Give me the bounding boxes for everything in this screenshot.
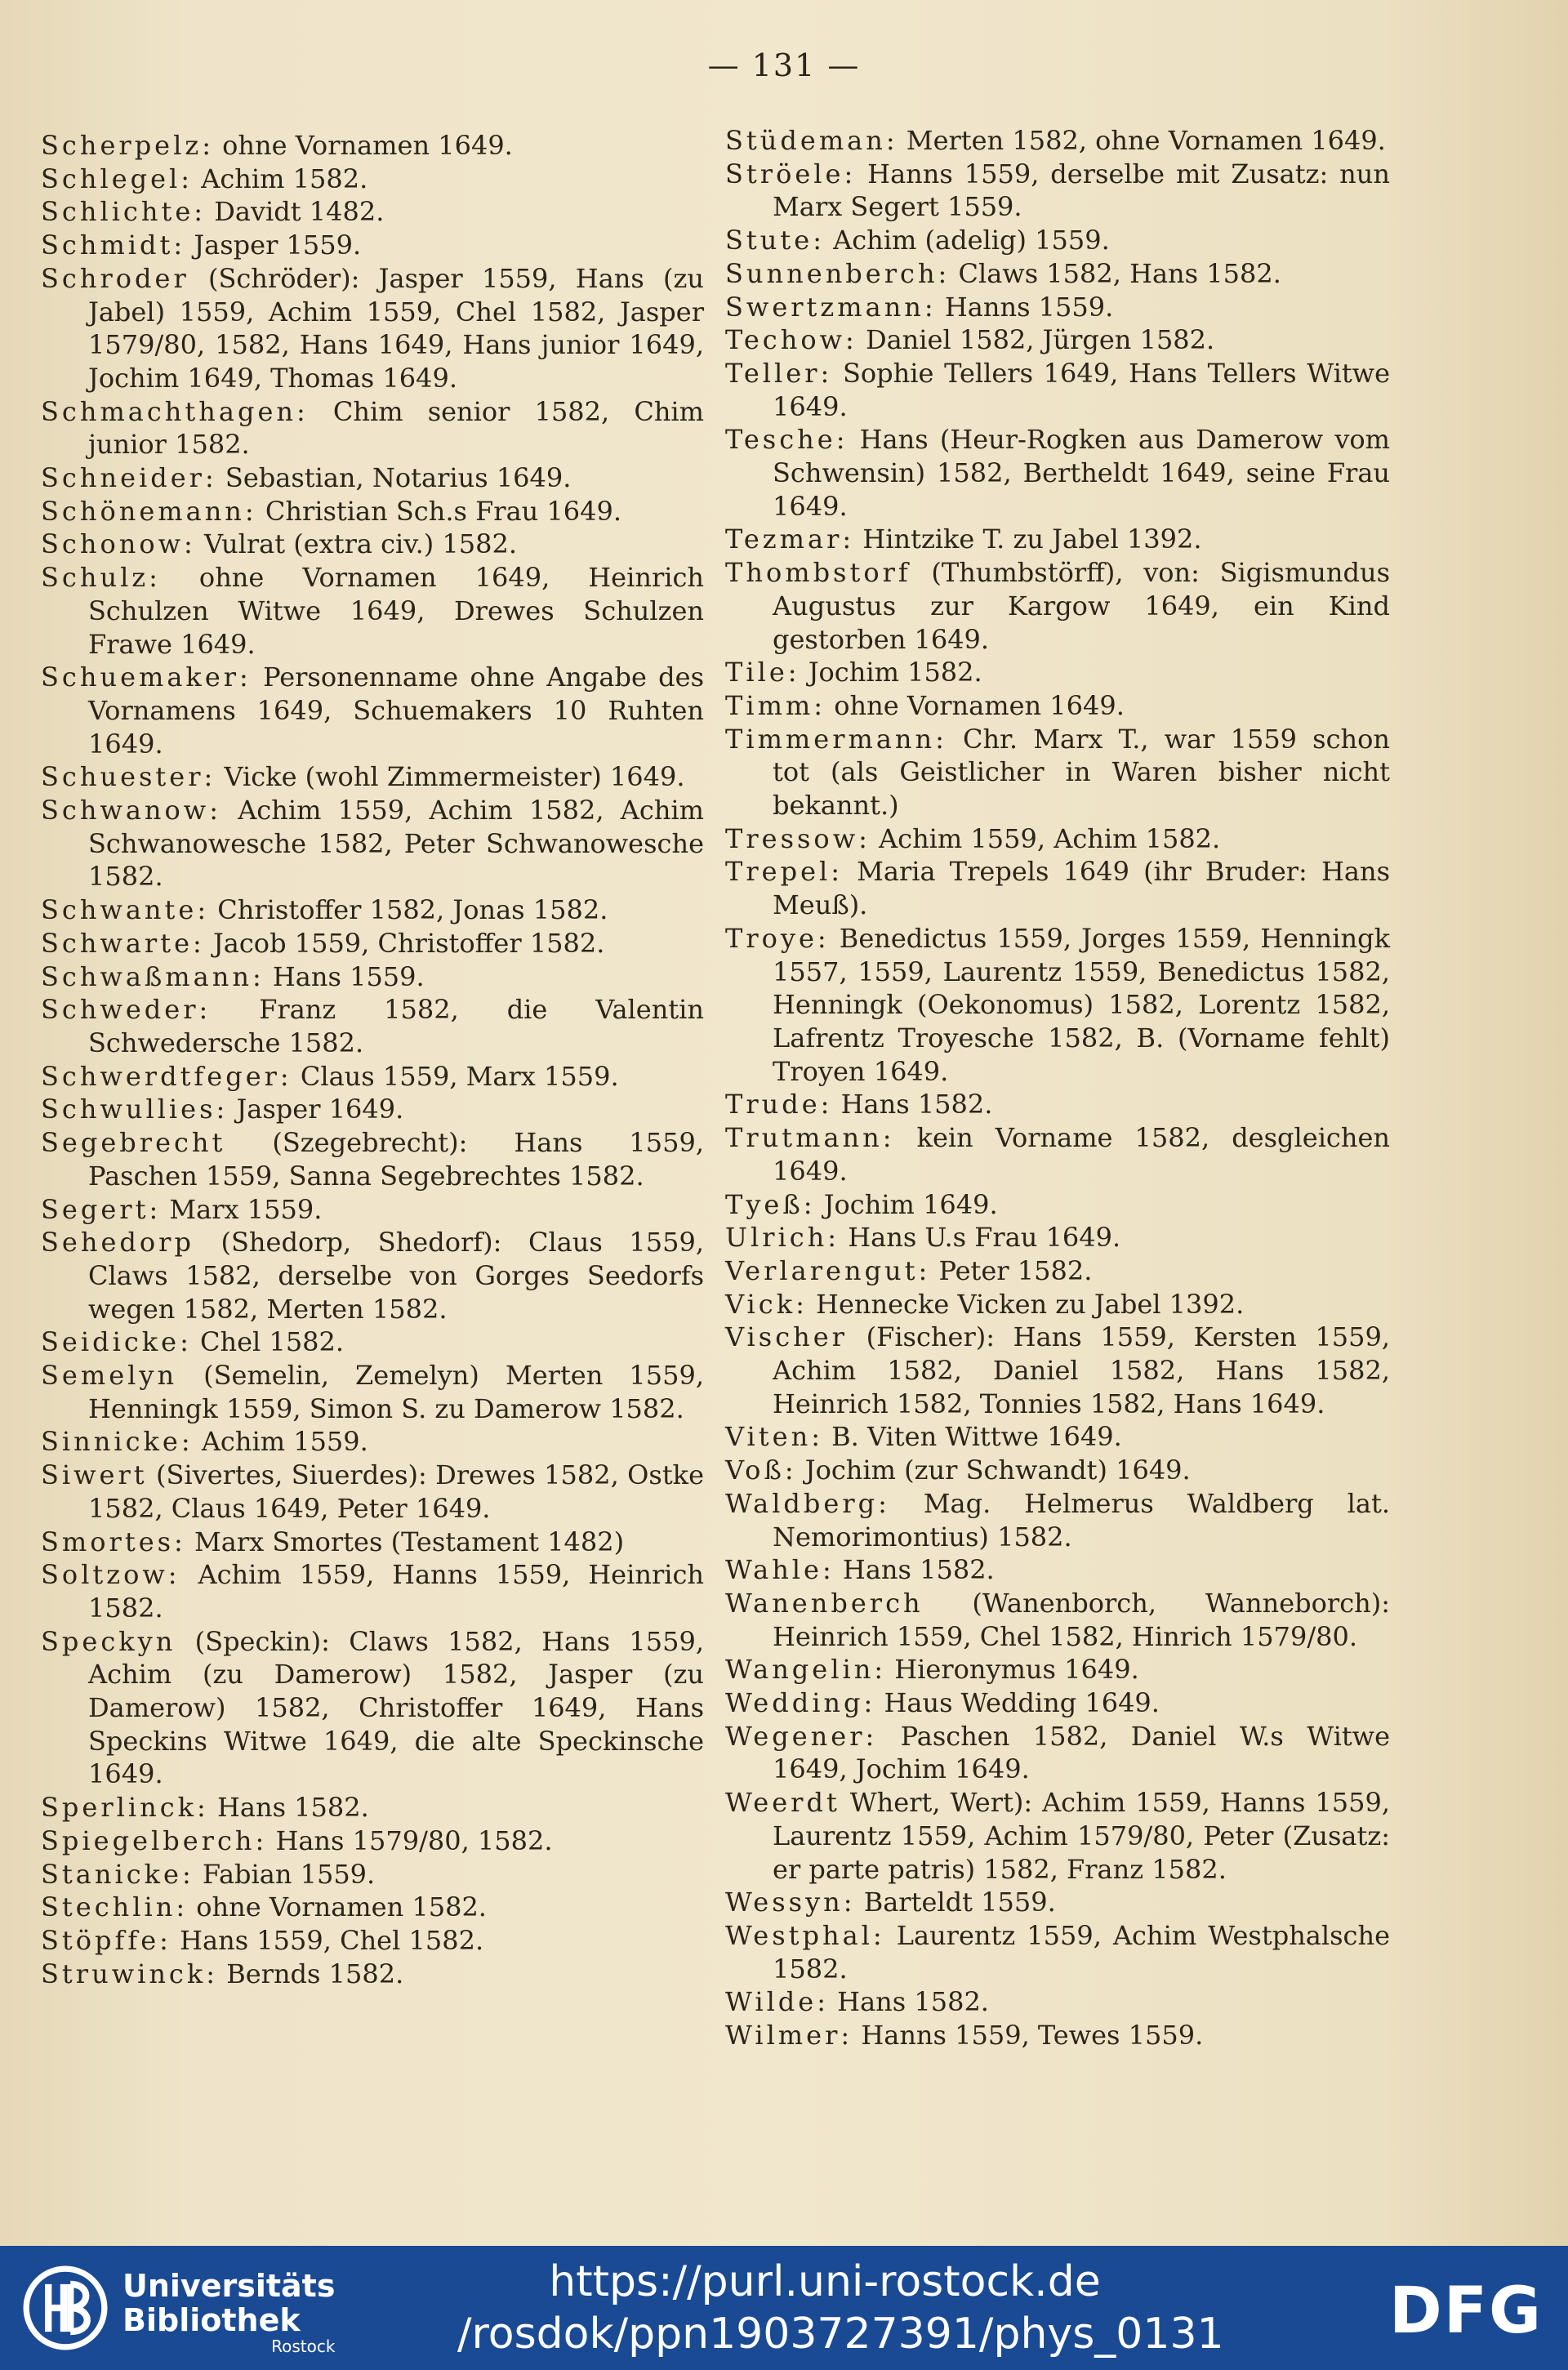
list-item [725,523,1390,556]
entry-text: Haus Wedding 1649. [875,1687,1160,1719]
list-item [725,1985,1390,2019]
entry-text: Jacob 1559, Christoffer 1582. [204,927,605,959]
entry-head: Wessyn: [725,1887,856,1918]
entry-head: Schwerdtfeger: [41,1060,292,1092]
entry-head: Trutmann: [725,1122,895,1154]
list-item [725,1786,1390,1886]
list-item [725,1886,1390,1919]
entry-text: (Thumbstörff), von: Sigismundus Augustus zur Kargow 1649, ein Kind gestorben 1649. [773,557,1390,655]
list-item [41,129,704,163]
entry-text: Hans 1579/80, 1582. [267,1824,553,1856]
entry-head: Vischer [725,1321,848,1353]
dfg-logo-text: DFG [1388,2274,1544,2344]
entry-head: Schulz: [41,562,161,594]
list-item [41,229,704,262]
list-item [725,1288,1390,1321]
entry-head: Ulrich: [725,1222,840,1254]
entry-head: Segebrecht [41,1127,226,1159]
entry-head: Sperlinck: [41,1792,209,1824]
entry-head: Tressow: [725,822,871,854]
entry-head: Trude: [725,1089,833,1120]
entry-head: Wegener: [725,1720,878,1752]
list-item [41,1060,704,1094]
entry-head: Westphal: [725,1919,885,1951]
list-item [725,855,1390,921]
list-item [725,357,1390,423]
entry-text: Hans (Heur-Rogken aus Damerow vom Schwensin) 1582, Bertheldt 1649, seine Frau 1649. [773,424,1390,522]
list-item [41,561,704,661]
entry-head: Weerdt [725,1787,840,1819]
list-item [725,1587,1390,1653]
entry-head: Semelyn [41,1360,178,1392]
entry-text: Jochim 1582. [800,657,982,688]
entry-head: Wedding: [725,1687,876,1719]
entry-text: (Wanenborch, Wanneborch): Heinrich 1559, Chel 1582, Hinrich 1579/80. [773,1587,1390,1652]
list-item [725,1254,1390,1288]
entry-head: Stute: [725,225,825,256]
list-item [725,1121,1390,1187]
entry-text: kein Vorname 1582, desgleichen 1649. [773,1122,1390,1187]
list-item [725,723,1390,822]
entry-head: Timmermann: [725,723,947,755]
entry-text: Hieronymus 1649. [886,1654,1139,1686]
university-library-logo-icon [23,2265,108,2350]
entry-text: Laurentz 1559, Achim Westphalsche 1582. [773,1919,1390,1985]
entry-head: Stüdeman: [725,125,898,156]
entry-text: Hans 1582. [832,1089,993,1120]
entry-head: Schweder: [41,994,212,1026]
entry-head: Verlarengut: [725,1254,931,1286]
list-item [41,528,704,561]
entry-head: Schönemann: [41,495,257,527]
entry-text: Whert, Wert): Achim 1559, Hanns 1559, Laurentz 1559, Achim 1579/80, Peter (Zusatz: er parte patris) 1582, Franz 1582. [773,1787,1390,1885]
entry-text: Claus 1559, Marx 1559. [292,1060,619,1092]
entry-head: Seidicke: [41,1326,192,1358]
list-item [41,993,704,1059]
list-item [41,1093,704,1126]
url-line1[interactable]: https://purl.uni-rostock.de [549,2257,1101,2306]
entry-head: Trepel: [725,856,844,888]
list-item [725,922,1390,1089]
entry-text: Merten 1582, ohne Vornamen 1649. [898,125,1386,156]
list-item [725,423,1390,523]
entry-text: Hennecke Vicken zu Jabel 1392. [807,1288,1245,1320]
list-item [41,262,704,395]
entry-text: Hans 1559, Chel 1582. [171,1924,484,1956]
entry-text: (Szegebrecht): Hans 1559, Paschen 1559, Sanna Segebrechtes 1582. [88,1127,704,1192]
entry-text: Daniel 1582, Jürgen 1582. [857,324,1215,356]
entry-text: Sebastian, Notarius 1649. [216,462,572,494]
entry-text: Achim 1559, Achim 1582. [870,822,1221,854]
entry-head: Tezmar: [725,523,855,555]
entry-head: Schmidt: [41,229,186,261]
entry-head: Wangelin: [725,1654,887,1686]
footer-bar [0,2246,1568,2370]
list-item [725,1720,1390,1786]
list-item [41,1924,704,1958]
list-item [41,1126,704,1192]
entry-head: Viten: [725,1421,823,1453]
entry-head: Schwullies: [41,1094,229,1125]
entry-head: Schwaßmann: [41,960,265,992]
entry-text: ohne Vornamen 1582. [188,1891,487,1923]
entry-head: Waldberg: [725,1487,890,1519]
entry-head: Swertzmann: [725,291,937,323]
entry-text: Peter 1582. [930,1254,1093,1286]
entry-head: Siwert [41,1459,148,1491]
entry-head: Tile: [725,657,800,688]
entry-text: Mag. Helmerus Waldberg lat. Nemorimontius) 1582. [773,1487,1390,1553]
entry-text: Achim 1559. [193,1426,368,1458]
list-item [725,158,1390,224]
entry-text: Chr. Marx T., war 1559 schon tot (als Geistlicher in Waren bisher nicht bekannt.) [773,723,1390,822]
entry-head: Stöpffe: [41,1924,172,1956]
entry-text: Achim 1559, Achim 1582, Achim Schwanowesche 1582, Peter Schwanowesche 1582. [88,795,704,893]
entry-head: Tyeß: [725,1188,816,1220]
right-column [725,124,1390,2052]
entry-text: Benedictus 1559, Jorges 1559, Henningk 1557, 1559, Laurentz 1559, Benedictus 1582, Henningk (Oekonomus) 1582, Lorentz 1582, Lafrentz Troyesche 1582, B. (Vorname fehlt) Troyen 1649. [773,922,1390,1087]
entry-text: Jasper 1649. [228,1094,404,1125]
list-item [41,461,704,495]
entry-head: Schroder [41,262,189,294]
entry-text: ohne Vornamen 1649. [826,689,1125,721]
list-item [41,760,704,794]
entry-head: Stanicke: [41,1858,194,1890]
entry-head: Schlichte: [41,196,207,228]
entry-text: Sophie Tellers 1649, Hans Tellers Witwe 1649. [773,357,1390,422]
list-item [725,291,1390,324]
entry-text: (Speckin): Claws 1582, Hans 1559, Achim (zu Damerow) 1582, Jasper (zu Damerow) 1582, Christoffer 1649, Hans Speckins Witwe 1649, die alte Speckinsche 1649. [88,1625,704,1790]
list-item [41,1558,704,1624]
entry-text: Achim (adelig) 1559. [824,225,1110,256]
list-item [41,495,704,528]
list-item [725,257,1390,291]
entry-text: Barteldt 1559. [855,1887,1056,1918]
entry-head: Tesche: [725,424,849,456]
list-item [41,395,704,461]
entry-text: Hanns 1559, derselbe mit Zusatz: nun Marx Segert 1559. [773,158,1390,223]
entry-head: Sunnenberch: [725,257,951,289]
entry-head: Schwanow: [41,795,221,826]
list-item [725,1088,1390,1121]
list-item [41,927,704,960]
list-item [725,656,1390,689]
list-item [725,1420,1390,1454]
entry-text: Hans 1582. [829,1986,989,2018]
left-column [41,129,704,1990]
entry-head: Soltzow: [41,1559,180,1591]
entry-text: Hans 1582. [834,1554,995,1586]
entry-head: Wahle: [725,1554,835,1586]
library-name [122,2269,335,2355]
entry-head: Spiegelberch: [41,1824,268,1856]
entry-head: Speckyn [41,1625,176,1657]
entry-text: (Semelin, Zemelyn) Merten 1559, Henningk 1559, Simon S. zu Damerow 1582. [88,1360,704,1424]
entry-head: Techow: [725,324,858,356]
library-name-line2: Bibliothek [122,2302,301,2338]
entry-text: Hanns 1559, Tewes 1559. [853,2020,1204,2051]
list-item [725,1188,1390,1222]
persistent-url[interactable] [457,2256,1224,2360]
entry-head: Scherpelz: [41,130,214,161]
entry-text: Bernds 1582. [218,1958,404,1989]
entry-text: Vulrat (extra civ.) 1582. [195,528,517,560]
entry-head: Wilde: [725,1986,829,2018]
entry-head: Wanenberch [725,1587,924,1619]
list-item [41,1425,704,1459]
entry-head: Schmachthagen: [41,395,309,427]
list-item [41,1858,704,1891]
entry-text: Achim 1582. [193,163,368,194]
entry-text: Jochim 1649. [815,1188,998,1220]
list-item [41,1359,704,1425]
list-item [41,1958,704,1991]
entry-head: Struwinck: [41,1958,219,1989]
entry-text: Jochim (zur Schwandt) 1649. [796,1455,1191,1486]
list-item [725,124,1390,158]
entry-head: Thombstorf [725,557,911,589]
list-item [725,224,1390,257]
entry-text: (Fischer): Hans 1559, Kersten 1559, Achim 1582, Daniel 1582, Hans 1582, Heinrich 1582, Tonnies 1582, Hans 1649. [773,1321,1390,1419]
entry-text: ohne Vornamen 1649. [213,130,513,161]
entry-head: Segert: [41,1193,162,1225]
entry-text: Hintzike T. zu Jabel 1392. [854,523,1202,555]
list-item [725,1487,1390,1553]
list-item [41,1625,704,1792]
entry-head: Schneider: [41,462,217,494]
entry-head: Timm: [725,689,826,721]
entry-text: B. Viten Wittwe 1649. [822,1421,1122,1453]
entry-text: Hans U.s Frau 1649. [840,1222,1121,1254]
entry-head: Vick: [725,1288,808,1320]
entry-head: Schuester: [41,761,216,793]
library-city: Rostock [271,2337,336,2356]
list-item [41,960,704,994]
entry-text: Achim 1559, Hanns 1559, Heinrich 1582. [88,1559,704,1624]
list-item [725,2019,1390,2052]
list-item [725,1686,1390,1720]
entry-text: Fabian 1559. [194,1858,376,1890]
entry-head: Schwante: [41,894,210,926]
list-item [41,1226,704,1325]
entry-text: Marx Smortes (Testament 1482) [185,1526,625,1557]
list-item [725,1919,1390,1985]
entry-text: (Sivertes, Siuerdes): Drewes 1582, Ostke 1582, Claus 1649, Peter 1649. [88,1459,704,1524]
entry-head: Sinnicke: [41,1426,194,1458]
entry-text: Vicke (wohl Zimmermeister) 1649. [216,761,685,793]
url-line2[interactable]: /rosdok/ppn1903727391/phys_0131 [457,2310,1224,2359]
entry-text: (Shedorp, Shedorf): Claus 1559, Claws 1582, derselbe von Gorges Seedorfs wegen 1582, Merten 1582. [88,1227,704,1325]
list-item [725,1553,1390,1587]
entry-text: Jasper 1559. [185,229,362,261]
entry-head: Troye: [725,922,830,954]
entry-text: Paschen 1582, Daniel W.s Witwe 1649, Jochim 1649. [773,1720,1390,1785]
list-item [41,1459,704,1525]
list-item [725,1454,1390,1487]
entry-text: Maria Trepels 1649 (ihr Bruder: Hans Meuß). [773,856,1390,921]
list-item [725,556,1390,656]
list-item [41,195,704,229]
list-item [41,163,704,196]
entry-text: Christian Sch.s Frau 1649. [256,495,622,527]
entry-head: Teller: [725,357,833,389]
list-item [725,323,1390,357]
list-item [725,1321,1390,1420]
list-item [41,661,704,760]
entry-text: Franz 1582, die Valentin Schwedersche 1582. [88,994,704,1058]
list-item [41,1325,704,1359]
entry-head: Smortes: [41,1526,186,1557]
list-item [725,1221,1390,1254]
list-item [41,1891,704,1924]
list-item [41,1193,704,1227]
entry-text: Marx 1559. [161,1193,323,1225]
list-item [725,689,1390,723]
page-number: — 131 — [707,47,861,83]
entry-head: Sehedorp [41,1227,194,1259]
entry-text: Christoffer 1582, Jonas 1582. [209,894,608,926]
entry-head: Schlegel: [41,163,194,194]
entry-text: Personenname ohne Angabe des Vornamens 1649, Schuemakers 10 Ruhten 1649. [88,662,704,760]
entry-text: Claws 1582, Hans 1582. [950,257,1281,289]
entry-head: Ströele: [725,158,857,189]
dfg-logo-icon [1380,2274,1552,2344]
entry-text: ohne Vornamen 1649, Heinrich Schulzen Witwe 1649, Drewes Schulzen Frawe 1649. [88,562,704,660]
entry-head: Wilmer: [725,2020,853,2051]
entry-text: Chim senior 1582, Chim junior 1582. [88,395,704,461]
entry-text: (Schröder): Jasper 1559, Hans (zu Jabel) 1559, Achim 1559, Chel 1582, Jasper 1579/80, 1582, Hans 1649, Hans junior 1649, Jochim 1649, Thomas 1649. [88,262,704,394]
list-item [725,822,1390,856]
entry-text: Hans 1582. [208,1792,369,1824]
library-name-line1: Universitäts [122,2268,336,2304]
entry-head: Schuemaker: [41,662,252,693]
list-item [41,794,704,893]
list-item [41,893,704,927]
entry-head: Schonow: [41,528,196,560]
entry-text: Davidt 1482. [206,196,385,228]
entry-head: Schwarte: [41,927,205,959]
entry-head: Voß: [725,1455,797,1486]
list-item [41,1824,704,1858]
list-item [41,1526,704,1559]
list-item [41,1791,704,1824]
entry-text: Chel 1582. [191,1326,345,1358]
list-item [725,1653,1390,1686]
entry-text: Hanns 1559. [936,291,1114,323]
entry-text: Hans 1559. [264,960,425,992]
entry-head: Stechlin: [41,1891,189,1923]
